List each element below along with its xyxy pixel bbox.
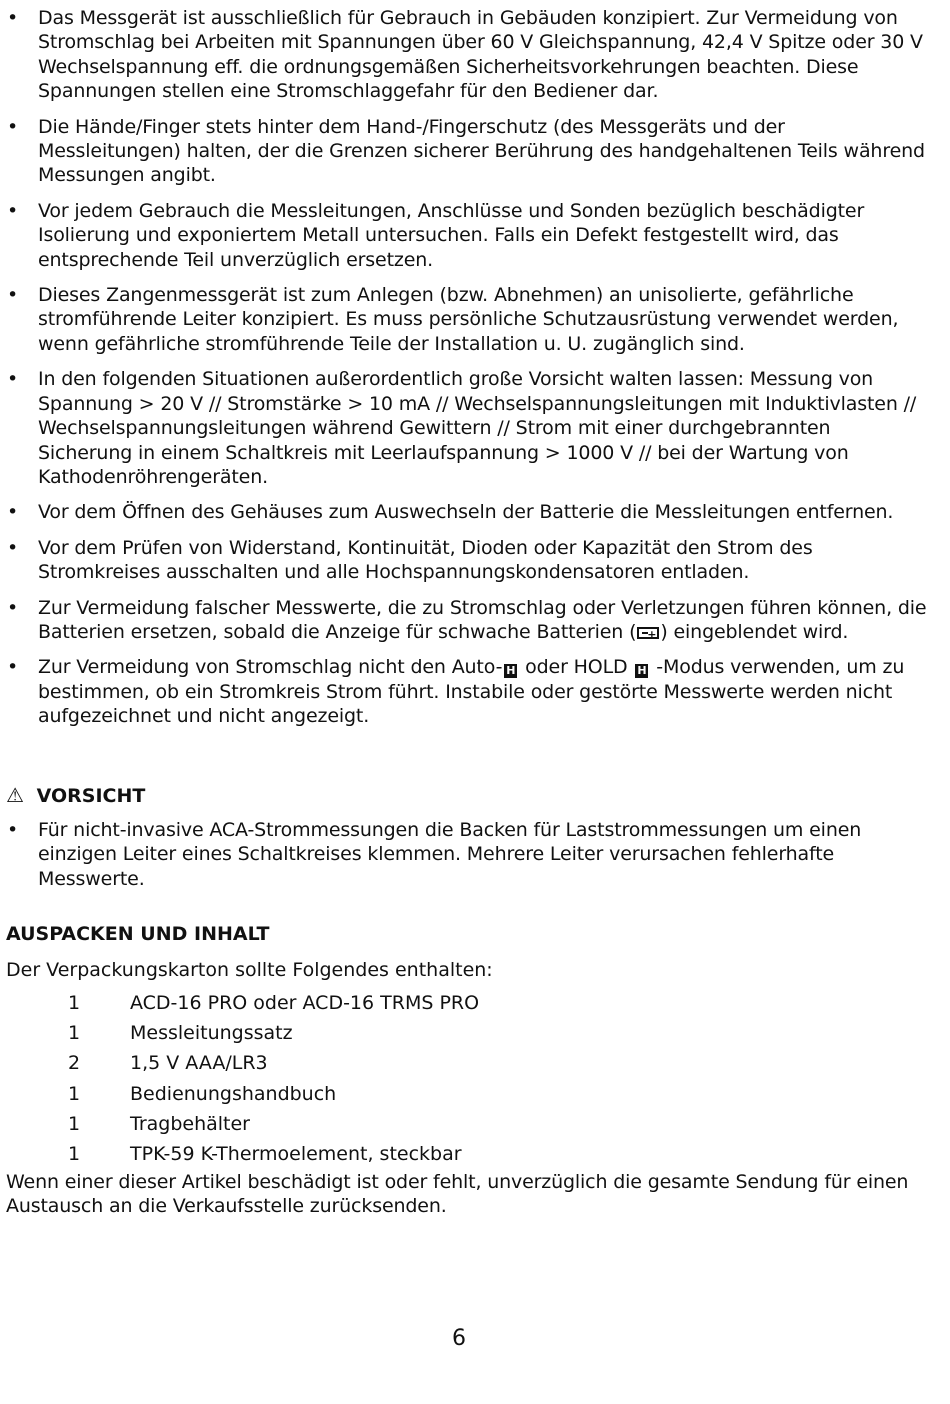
bullet-dot: • [7,656,19,679]
closing-paragraph: Wenn einer dieser Artikel beschädigt ist oder fehlt, unverzüglich die gesamte Sendung für einen Austausch an die Verkaufsstelle zurücksenden. [6,1171,909,1218]
bullet-text: Zur Vermeidung von Stromschlag nicht den Auto- [38,656,503,679]
list-item [0,6,930,104]
bullet-dot: • [7,596,19,619]
bullet-text: Zur Vermeidung falscher Messwerte, die zu Stromschlag oder Verletzungen führen können, die Batterien ersetzen, sobald die Anzeige für schwache Batterien ( [38,596,927,643]
list-item [0,536,930,585]
list-item [0,1109,930,1139]
item-quantity: 1 [68,1142,81,1165]
list-item [0,1079,930,1109]
bullet-dot: • [7,819,19,841]
item-quantity: 1 [68,1082,81,1105]
page-number: 6 [452,1326,466,1351]
contents-list [0,988,930,1169]
bullet-dot: • [7,115,19,138]
hold-mode-icon: H [506,664,516,678]
caution-bullet-list [0,818,930,902]
bullet-dot: • [7,7,19,29]
bullet-text: Die Hände/Finger stets hinter dem Hand-/Fingerschutz (des Messgeräts und der Messleitungen) halten, der die Grenzen sicherer Berührung des handgehaltenen Teils während Messungen angibt. [38,115,925,187]
section-title: AUSPACKEN UND INHALT [6,923,270,945]
list-item [0,500,930,524]
bullet-dot: • [7,368,19,391]
list-item-battery [0,596,930,645]
hold-mode-icon: H [637,664,647,678]
bullet-text: oder HOLD [519,656,634,679]
item-name: Tragbehälter [130,1112,250,1135]
item-quantity: 1 [68,1112,81,1135]
list-item [0,818,930,891]
bullet-dot: • [7,501,19,524]
bullet-text: ) eingeblendet wird. [660,620,849,643]
safety-bullet-list [0,6,930,740]
item-name: Bedienungshandbuch [130,1082,337,1105]
item-name: ACD-16 PRO oder ACD-16 TRMS PRO [130,992,480,1014]
bullet-dot: • [7,199,19,222]
bullet-text: Vor jedem Gebrauch die Messleitungen, Anschlüsse und Sonden bezüglich beschädigter Isolierung und exponiertem Metall untersuchen. Falls ein Defekt festgestellt wird, das entsprechende Teil unverzüglich ersetzen. [38,199,865,271]
caution-label: VORSICHT [36,785,146,807]
bullet-text: Das Messgerät ist ausschließlich für Gebrauch in Gebäuden konzipiert. Zur Vermeidung von Stromschlag bei Arbeiten mit Spannungen über 60 V Gleichspannung, 42,4 V Spitze oder 30 V Wechselspannung eff. die ordnungsgemäßen Sicherheitsvorkehrungen beachten. Diese Spannungen stellen eine Stromschlaggefahr für den Bediener dar. [38,7,923,103]
list-item [0,115,930,188]
list-item [0,988,930,1018]
list-item-hold [0,655,930,728]
item-quantity: 1 [68,1022,81,1045]
list-item [0,1139,930,1169]
bullet-text: Für nicht-invasive ACA-Strommessungen die Backen für Laststrommessungen um einen einzigen Leiter eines Schaltkreises klemmen. Mehrere Leiter verursachen fehlerhafte Messwerte. [38,819,862,890]
item-name: Messleitungssatz [130,1022,293,1045]
list-item [0,1018,930,1048]
list-item [0,283,930,356]
bullet-text: Vor dem Öffnen des Gehäuses zum Auswechseln der Batterie die Messleitungen entfernen. [38,501,894,524]
bullet-text: Vor dem Prüfen von Widerstand, Kontinuität, Dioden oder Kapazität den Strom des Stromkreises ausschalten und alle Hochspannungskondensatoren entladen. [38,536,813,584]
warning-triangle-icon: ⚠ [6,783,24,807]
item-quantity: 2 [68,1052,81,1075]
item-quantity: 1 [68,992,81,1014]
item-name: 1,5 V AAA/LR3 [130,1052,268,1075]
bullet-text: Dieses Zangenmessgerät ist zum Anlegen (bzw. Abnehmen) an unisolierte, gefährliche stromführende Leiter konzipiert. Es muss persönliche Schutzausrüstung verwendet werden, wenn gefährliche stromführende Teile der Installation u. U. zugänglich sind. [38,284,899,355]
bullet-dot: • [7,284,19,307]
bullet-text: In den folgenden Situationen außerordentlich große Vorsicht walten lassen: Messung von Spannung > 20 V // Stromstärke > 10 mA // Wechselspannungsleitungen mit Induktivlasten // Wechselspannungsleitungen während Gewittern // Strom mit einer durchgebrannten Sicherung in einem Schaltkreis mit Leerlaufspannung > 1000 V // bei der Wartung von Kathodenröhrengeräten. [38,368,917,488]
list-item [0,1048,930,1078]
caution-heading [6,782,145,809]
list-item [0,199,930,272]
list-item [0,367,930,489]
item-name: TPK-59 K-Thermoelement, steckbar [130,1142,462,1165]
section-intro: Der Verpackungskarton sollte Folgendes enthalten: [6,959,493,981]
low-battery-icon [637,627,659,639]
bullet-dot: • [7,536,19,559]
bullet-text: -Modus verwenden, um zu bestimmen, ob ein Stromkreis Strom führt. Instabile oder gestörte Messwerte werden nicht aufgezeichnet und nicht angezeigt. [38,656,905,728]
